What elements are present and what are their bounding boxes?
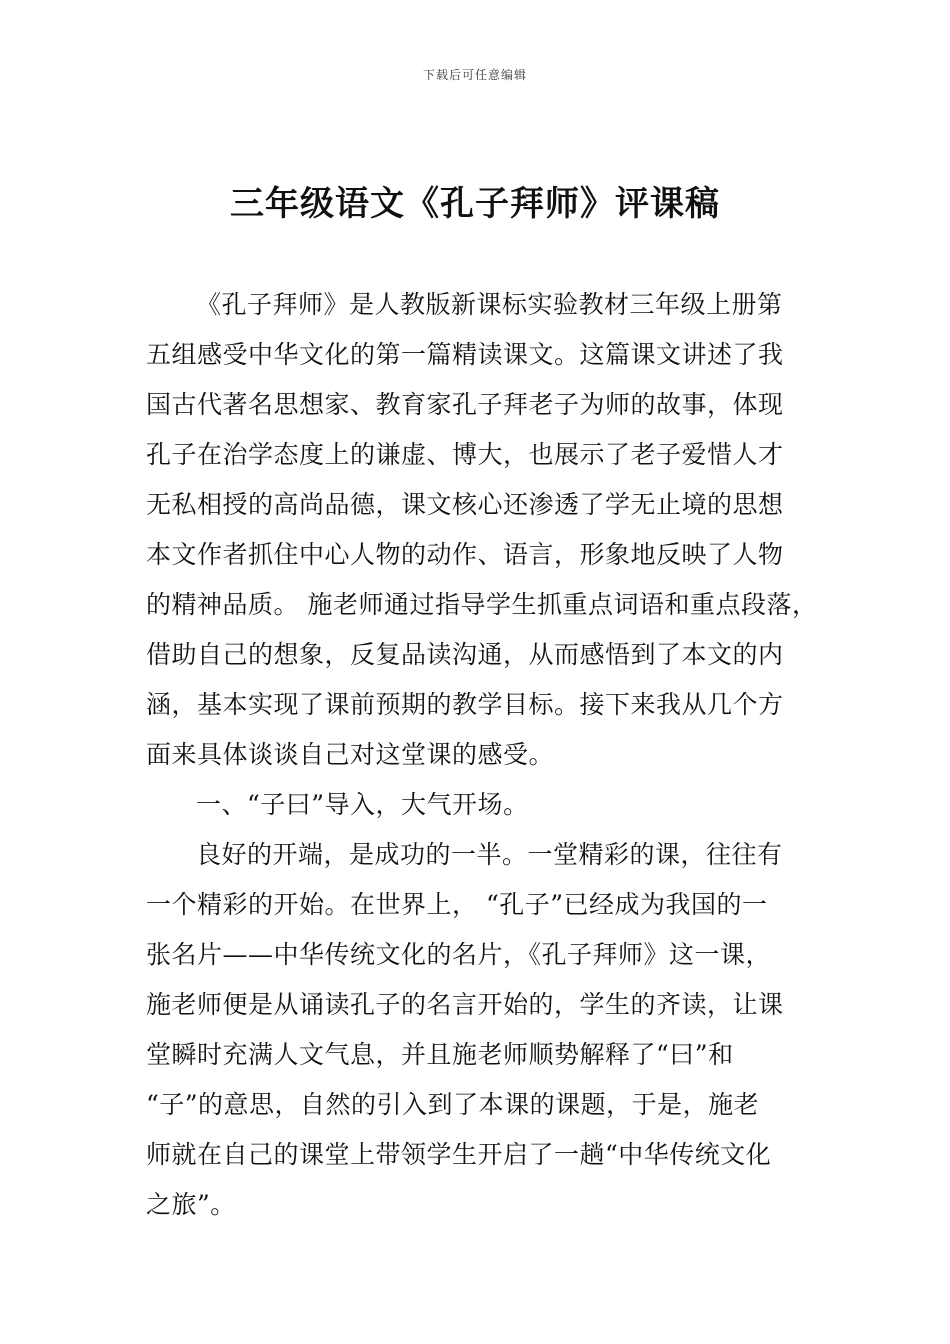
body-line: 堂瞬时充满人文气息，并且施老师顺势解释了“曰”和 [146,1040,734,1069]
body-line: 涵，基本实现了课前预期的教学目标。接下来我从几个方 [146,690,784,719]
body-line: 国古代著名思想家、教育家孔子拜老子为师的故事，体现 [146,390,784,419]
body-line: “子”的意思，自然的引入到了本课的课题，于是，施老 [146,1090,760,1119]
body-line: 一个精彩的开始。在世界上， “孔子”已经成为我国的一 [146,890,768,919]
body-line: 师就在自己的课堂上带领学生开启了一趟“中华传统文化 [146,1140,772,1169]
body-line: 之旅”。 [146,1190,236,1219]
body-line: 借助自己的想象，反复品读沟通，从而感悟到了本文的内 [146,640,784,669]
body-line: 张名片——中华传统文化的名片，《孔子拜师》这一课， [146,940,772,969]
body-line: 孔子在治学态度上的谦虚、博大，也展示了老子爱惜人才 [146,440,784,469]
body-line: 良好的开端，是成功的一半。一堂精彩的课，往往有 [196,840,783,869]
section-heading: 一、“子曰”导入，大气开场。 [196,790,529,819]
body-line: 施老师便是从诵读孔子的名言开始的，学生的齐读，让课 [146,990,784,1019]
document-body [146,280,836,1230]
document-title: 三年级语文《孔子拜师》评课稿 [230,184,720,224]
body-line: 《孔子拜师》是人教版新课标实验教材三年级上册第 [196,290,783,319]
body-line: 五组感受中华文化的第一篇精读课文。这篇课文讲述了我 [146,340,784,369]
body-line: 的精神品质。 施老师通过指导学生抓重点词语和重点段落， [146,590,818,619]
body-line: 面来具体谈谈自己对这堂课的感受。 [146,740,555,769]
body-line: 无私相授的高尚品德，课文核心还渗透了学无止境的思想 [146,490,784,519]
page-header-note: 下载后可任意编辑 [422,68,527,82]
body-line: 本文作者抓住中心人物的动作、语言，形象地反映了人物 [146,540,784,569]
